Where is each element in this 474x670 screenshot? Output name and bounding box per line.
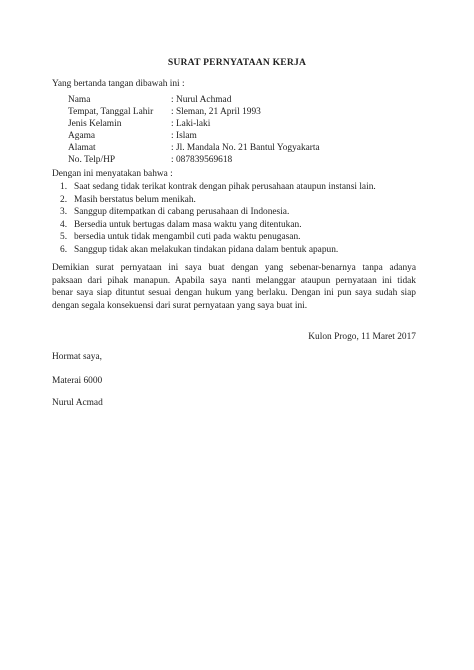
list-text: bersedia untuk tidak mengambil cuti pada waktu penugasan. bbox=[74, 232, 301, 242]
identity-label: Alamat bbox=[68, 143, 96, 153]
identity-row-religion bbox=[68, 132, 197, 141]
identity-value: : Nurul Achmad bbox=[171, 95, 232, 105]
identity-value: : 087839569618 bbox=[171, 155, 233, 165]
identity-row-name bbox=[68, 96, 231, 105]
list-text: Sanggup ditempatkan di cabang perusahaan di Indonesia. bbox=[74, 207, 290, 217]
identity-row-phone bbox=[68, 156, 232, 165]
identity-label: No. Telp/HP bbox=[68, 155, 116, 165]
paragraph-line: benar saya siap dituntut sesuai dengan hukum yang berlaku. Dengan ini pun saya sudah siap bbox=[52, 288, 416, 299]
closing-salutation: Hormat saya, bbox=[52, 352, 102, 362]
list-text: Sanggup tidak akan melakukan tindakan pidana dalam bentuk apapun. bbox=[74, 244, 339, 255]
identity-label: Nama bbox=[68, 95, 91, 105]
identity-value: : Jl. Mandala No. 21 Bantul Yogyakarta bbox=[171, 143, 320, 153]
paragraph-line: paksaan dari pihak manapun. bbox=[52, 275, 171, 286]
identity-label: Agama bbox=[68, 131, 96, 141]
identity-label: Jenis Kelamin bbox=[68, 119, 122, 129]
identity-value: : Islam bbox=[171, 131, 197, 141]
place-date: Kulon Progo, 11 Maret 2017 bbox=[308, 332, 416, 342]
list-text: Masih berstatus belum menikah. bbox=[74, 194, 196, 205]
list-number: 6. bbox=[60, 244, 68, 255]
identity-label: Tempat, Tanggal Lahir bbox=[68, 107, 154, 117]
paragraph-line: Apabila saya nanti melanggar ataupun pernyataan ini tidak bbox=[174, 275, 416, 286]
list-number: 4. bbox=[60, 219, 68, 230]
list-text: Saat sedang tidak terikat kontrak dengan pihak perusahaan ataupun instansi lain. bbox=[74, 182, 376, 192]
list-item bbox=[60, 246, 376, 259]
statement-intro: Dengan ini menyatakan bahwa : bbox=[52, 169, 173, 179]
statement-list bbox=[60, 183, 376, 258]
identity-row-birth bbox=[68, 108, 261, 117]
list-number: 2. bbox=[60, 194, 68, 205]
paragraph-line-combined bbox=[52, 275, 416, 288]
list-number: 3. bbox=[60, 207, 68, 217]
document-title: SURAT PERNYATAAN KERJA bbox=[167, 57, 307, 68]
list-text: Bersedia untuk bertugas dalam masa waktu yang ditentukan. bbox=[74, 219, 302, 230]
signer-name: Nurul Acmad bbox=[52, 398, 103, 408]
identity-value: : Sleman, 21 April 1993 bbox=[171, 107, 261, 117]
intro-text: Yang bertanda tangan dibawah ini : bbox=[52, 79, 185, 89]
closing-paragraph bbox=[52, 262, 416, 312]
materai-label: Materai 6000 bbox=[52, 376, 103, 386]
list-number: 5. bbox=[60, 232, 68, 242]
identity-row-gender bbox=[68, 120, 210, 129]
paragraph-line: Demikian surat pernyataan ini saya buat dengan yang sebenar-benarnya tanpa adanya bbox=[52, 263, 416, 273]
identity-row-address bbox=[68, 144, 320, 153]
list-number: 1. bbox=[60, 182, 68, 192]
paragraph-line: dengan segala konsekuensi dari surat pernyataan yang saya buat ini. bbox=[52, 300, 308, 311]
identity-value: : Laki-laki bbox=[171, 119, 211, 129]
